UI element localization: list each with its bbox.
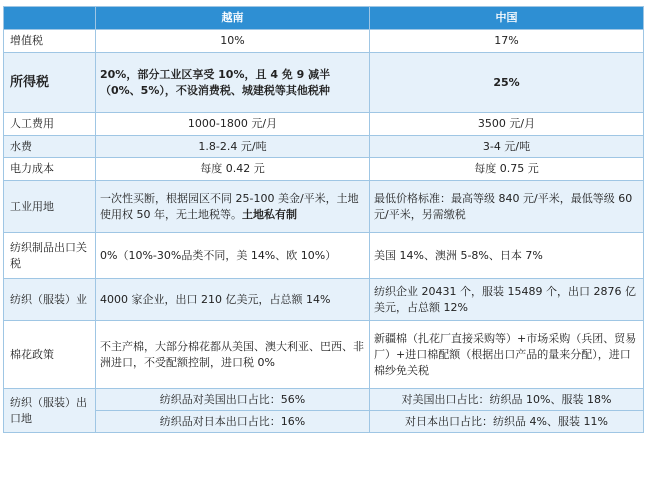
- vietnam-cell: 1.8-2.4 元/吨: [96, 136, 370, 158]
- row-industrial-land: [4, 181, 644, 233]
- china-cell-jp: 对日本出口占比：纺织品 4%、服装 11%: [370, 411, 644, 433]
- header-china: 中国: [370, 7, 644, 30]
- header-vietnam: 越南: [96, 7, 370, 30]
- china-cell: 17%: [370, 30, 644, 53]
- vietnam-cell: 1000-1800 元/月: [96, 113, 370, 136]
- row-export-destination-us: [4, 389, 644, 411]
- header-blank: [4, 7, 96, 30]
- vietnam-cell: 20%，部分工业区享受 10%，且 4 免 9 减半（0%、5%），不设消费税、城建税等其他税种: [96, 53, 370, 113]
- china-cell: 纺织企业 20431 个，服装 15489 个，出口 2876 亿美元，占总额 12%: [370, 279, 644, 321]
- china-cell: 3-4 元/吨: [370, 136, 644, 158]
- china-cell: 每度 0.75 元: [370, 158, 644, 181]
- china-cell: 3500 元/月: [370, 113, 644, 136]
- row-labor: [4, 113, 644, 136]
- row-label: 工业用地: [4, 181, 96, 233]
- comparison-table-wrapper: [3, 6, 643, 433]
- vietnam-cell: 10%: [96, 30, 370, 53]
- row-label: 棉花政策: [4, 321, 96, 389]
- vietnam-cell: 0%（10%-30%品类不同，美 14%、欧 10%）: [96, 233, 370, 279]
- row-vat: [4, 30, 644, 53]
- land-description: 一次性买断，根据园区不同 25-100 美金/平米，土地使用权 50 年，无土地税等。: [100, 191, 359, 221]
- row-power: [4, 158, 644, 181]
- row-export-tariff: [4, 233, 644, 279]
- vietnam-cell: [96, 181, 370, 233]
- row-label: 增值税: [4, 30, 96, 53]
- vietnam-cell-jp: 纺织品对日本出口占比：16%: [96, 411, 370, 433]
- vietnam-cell: 不主产棉，大部分棉花都从美国、澳大利亚、巴西、非洲进口，不受配额控制，进口税 0%: [96, 321, 370, 389]
- row-export-destination-jp: [4, 411, 644, 433]
- row-textile-industry: [4, 279, 644, 321]
- header-row: [4, 7, 644, 30]
- row-label: 电力成本: [4, 158, 96, 181]
- row-cotton-policy: [4, 321, 644, 389]
- vietnam-cell: 4000 家企业，出口 210 亿美元，占总额 14%: [96, 279, 370, 321]
- row-label: 纺织（服装）出口地: [4, 389, 96, 433]
- china-cell: 新疆棉（扎花厂直接采购等）+市场采购（兵团、贸易厂）+进口棉配额（根据出口产品的量来分配），进口棉纱免关税: [370, 321, 644, 389]
- row-label: 人工费用: [4, 113, 96, 136]
- vietnam-cell-us: 纺织品对美国出口占比：56%: [96, 389, 370, 411]
- vietnam-cell: 每度 0.42 元: [96, 158, 370, 181]
- row-label: 所得税: [4, 53, 96, 113]
- row-water: [4, 136, 644, 158]
- china-cell: 25%: [370, 53, 644, 113]
- vietnam-china-comparison-table: [3, 6, 644, 433]
- land-private-ownership: 土地私有制: [242, 207, 297, 221]
- china-cell: 最低价格标准：最高等级 840 元/平米，最低等级 60 元/平米，另需缴税: [370, 181, 644, 233]
- china-cell: 美国 14%、澳洲 5-8%、日本 7%: [370, 233, 644, 279]
- china-cell-us: 对美国出口占比：纺织品 10%、服装 18%: [370, 389, 644, 411]
- row-income-tax: [4, 53, 644, 113]
- row-label: 纺织（服装）业: [4, 279, 96, 321]
- row-label: 纺织制品出口关税: [4, 233, 96, 279]
- row-label: 水费: [4, 136, 96, 158]
